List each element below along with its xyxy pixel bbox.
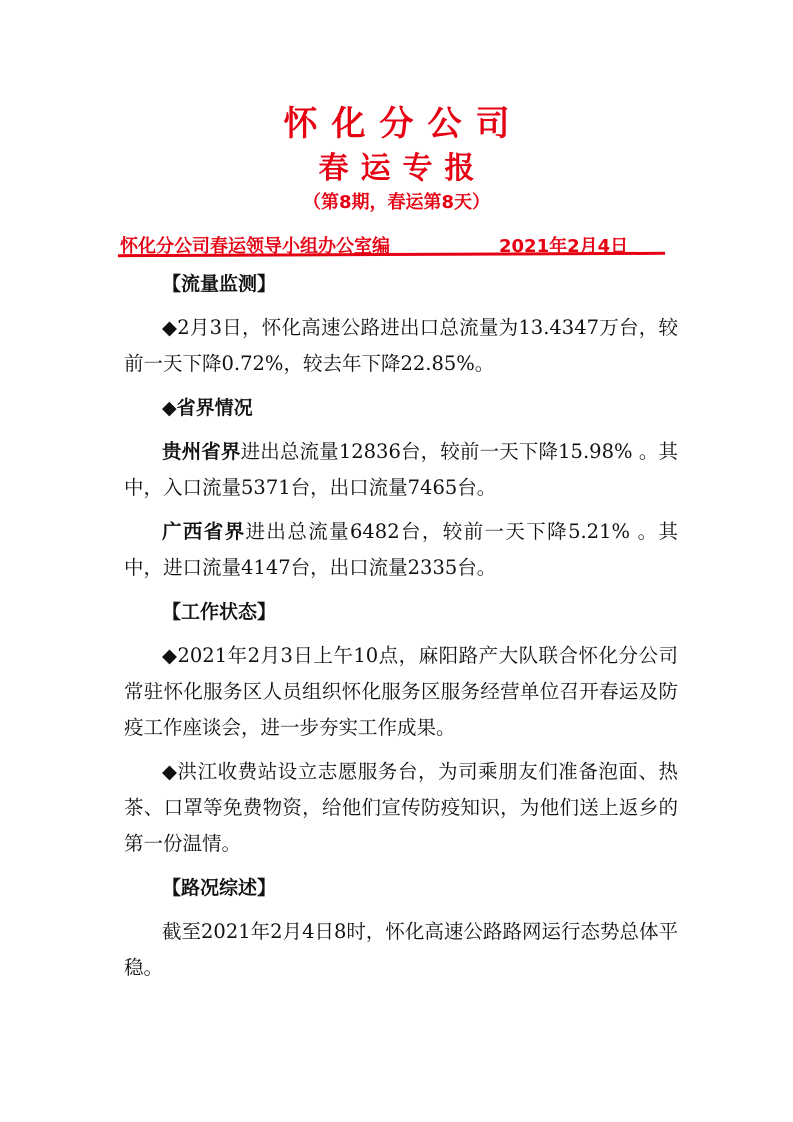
editor-office: 怀化分公司春运领导小组办公室编 — [120, 236, 390, 257]
guangxi-text: 进出总流量6482台，较前一天下降5.21% 。其中，进口流量4147台，出口流量2335台。 — [124, 520, 678, 579]
report-date: 2021年2月4日 — [499, 236, 629, 257]
work-paragraph-1: ◆2021年2月3日上午10点，麻阳路产大队联合怀化分公司常驻怀化服务区人员组织怀化服务区服务经营单位召开春运及防疫工作座谈会，进一步夯实工作成果。 — [124, 644, 678, 739]
guizhou-paragraph — [124, 434, 678, 506]
report-title: 怀化分公司 — [283, 104, 524, 144]
section-heading-border: ◆省界情况 — [162, 397, 253, 419]
road-paragraph: 截至2021年2月4日8时，怀化高速公路路网运行态势总体平稳。 — [124, 920, 678, 979]
section-heading-work: 【工作状态】 — [162, 601, 277, 623]
flow-paragraph: ◆2月3日，怀化高速公路进出口总流量为13.4347万台，较前一天下降0.72%，较去年下降22.85%。 — [124, 316, 678, 375]
report-subtitle: 春运专报 — [318, 151, 487, 186]
guangxi-paragraph — [124, 514, 678, 586]
section-heading-flow: 【流量监测】 — [162, 273, 277, 295]
guangxi-label: 广西省界 — [162, 520, 246, 543]
section-heading-road: 【路况综述】 — [162, 877, 277, 899]
work-paragraph-2: ◆洪江收费站设立志愿服务台，为司乘朋友们准备泡面、热茶、口罩等免费物资，给他们宣传防疫知识，为他们送上返乡的第一份温情。 — [124, 760, 678, 855]
guizhou-label: 贵州省界 — [162, 440, 241, 463]
guizhou-text: 进出总流量12836台，较前一天下降15.98% 。其中，入口流量5371台，出口流量7465台。 — [124, 440, 678, 499]
report-body — [124, 266, 678, 986]
issue-number: （第8期，春运第8天） — [302, 192, 491, 213]
